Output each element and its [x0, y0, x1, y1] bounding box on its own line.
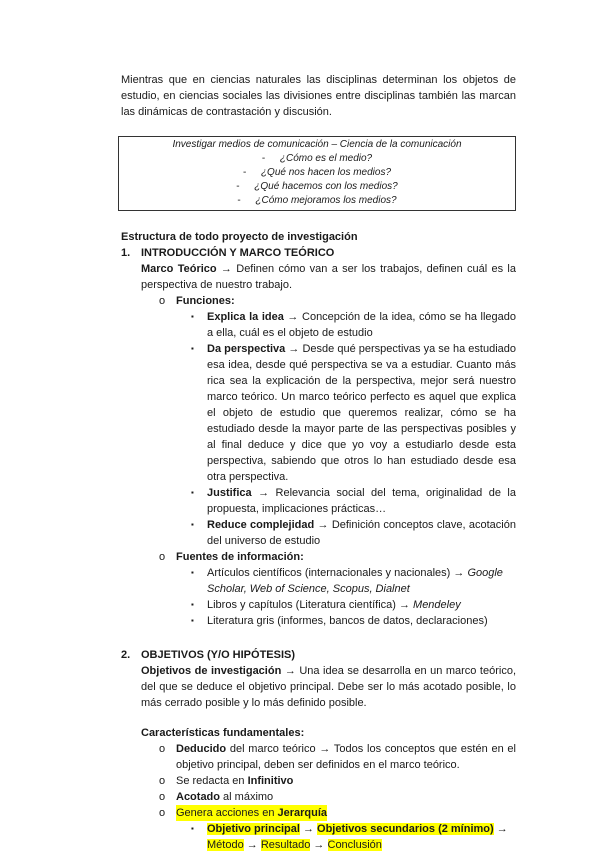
- section-1-heading: 1. INTRODUCCIÓN Y MARCO TEÓRICO: [121, 247, 335, 259]
- characteristic-item: o Se redacta en Infinitivo: [159, 775, 294, 787]
- box-item: - ¿Cómo mejoramos los medios?: [237, 195, 397, 206]
- document-page: [121, 72, 516, 853]
- section-2-heading: 2. OBJETIVOS (Y/O HIPÓTESIS): [121, 649, 296, 661]
- marco-teorico-paragraph: Marco Teórico → Definen cómo van a ser los trabajos, definen cuál es la perspectiva de nuestro trabajo.: [141, 263, 516, 291]
- funciones-item: o Funciones:: [159, 295, 235, 307]
- box-title: Investigar medios de comunicación – Ciencia de la comunicación: [172, 139, 462, 150]
- function-item: ▪ Reduce complejidad → Definición conceptos clave, acotación del universo de estudio: [191, 519, 516, 547]
- function-item: ▪ Explica la idea → Concepción de la idea, cómo se ha llegado a ella, cuál es el objeto de estudio: [191, 311, 516, 339]
- characteristic-item: o Acotado al máximo: [159, 791, 274, 803]
- research-box: [118, 136, 516, 211]
- box-wrapper: [121, 136, 516, 211]
- characteristic-item-highlighted: o Genera acciones en Jerarquía: [159, 807, 328, 819]
- objetivos-paragraph: Objetivos de investigación → Una idea se desarrolla en un marco teórico, del que se deduce el objetivo principal. Debe ser lo más acotado posible, lo más cerrado posible y lo más definido posible.: [141, 665, 516, 709]
- function-item: ▪ Justifica → Relevancia social del tema, originalidad de la propuesta, implicaciones prácticas…: [191, 487, 516, 515]
- fuentes-item: o Fuentes de información:: [159, 551, 304, 563]
- box-item: - ¿Qué nos hacen los medios?: [242, 167, 392, 178]
- source-item: ▪ Literatura gris (informes, bancos de datos, declaraciones): [191, 615, 488, 627]
- box-item: - ¿Qué hacemos con los medios?: [236, 181, 398, 192]
- caracteristicas-heading: Características fundamentales:: [141, 727, 305, 739]
- characteristic-item: o Deducido del marco teórico → Todos los conceptos que estén en el objetivo principal, deben ser definidos en el marco teórico.: [159, 743, 516, 771]
- structure-heading: Estructura de todo proyecto de investigación: [121, 231, 358, 243]
- source-item: ▪ Libros y capítulos (Literatura científica) → Mendeley: [191, 599, 461, 611]
- hierarchy-item: ▪ Objetivo principal → Objetivos secundarios (2 mínimo) → Método → Resultado → Conclusión: [191, 823, 508, 851]
- intro-paragraph: Mientras que en ciencias naturales las disciplinas determinan los objetos de estudio, en ciencias sociales las divisiones entre disciplinas también las marcan las dinámicas de contrastación y discusión.: [121, 74, 516, 118]
- function-item: ▪ Da perspectiva → Desde qué perspectivas ya se ha estudiado esa idea, desde qué perspectiva se va a estudiar. Cuanto más rica sea la explicación de la perspectiva, mejor será nuestro marco teórico. Un marco teórico perfecto es aquel que explica el objeto de estudio que queremos realizar, cómo se ha estudiado desde la mayor parte de las perspectivas posibles y al final deduce y dice que yo voy a estudiarlo desde esta perspectiva, sabiendo que otros lo han estudiado desde esa otra perspectiva.: [191, 343, 517, 483]
- source-item: ▪ Artículos científicos (internacionales y nacionales) → Google Scholar, Web of Science, Scopus, Dialnet: [191, 567, 503, 595]
- box-item: - ¿Cómo es el medio?: [261, 153, 373, 164]
